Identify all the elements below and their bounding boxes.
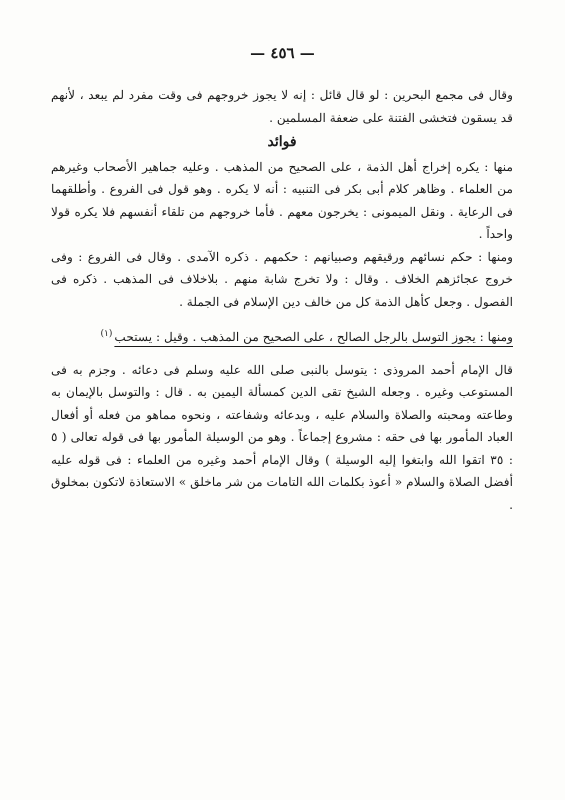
paragraph-imam-ahmad: قال الإمام أحمد المروذى : يتوسل بالنبى صلى الله عليه وسلم فى دعائه . وجزم به فى المستوعب وغيره . وجعله الشيخ تقى الدين كمسألة اليمين به . قال : والتوسل بالإيمان به وطاعته ومحبته والصلاة والسلام عليه ، وبدعائه وشفاعته ، ونحوه مماهو من فعله أو أفعال العباد المأمور بها فى حقه : مشروع إجماعاً . وهو من الوسيلة المأمور بها فى قوله تعالى ( ٥ : ٣٥ اتقوا الله وابتغوا إليه الوسيلة ) وقال الإمام أحمد وغيره من العلماء : فى قوله عليه أفضل الصلاة والسلام « أعوذ بكلمات الله التامات من شر ماخلق » الاستعاذة لاتكون بمخلوق . [51,362,514,512]
paragraph-nisa-raqiq: ومنها : حكم نسائهم ورقيقهم وصبيانهم : حكمهم . ذكره الآمدى . وقال فى الفروع : وفى خروج عجائزهم الخلاف . وقال : ولا تخرج شابة منهم . بلاخلاف فى المذهب . ذكره فى الفصول . وجعل كأهل الذمة كل من خالف دين الإسلام فى الجملة . [51,249,513,309]
page-body [51,84,513,516]
paragraph-tawassul [51,323,513,349]
paragraph-gap [51,313,513,323]
paragraph-gap [51,349,513,359]
footnote-reference: (١) [100,329,113,339]
section-heading: فوائد [267,134,297,150]
paragraph-majma-albahrain: وقال فى مجمع البحرين : لو قال قائل : إنه لا يجوز خروجهم فى وقت مفرد لم يبعد ، لأنهم قد يسقون فتخشى الفتنة على ضعفة المسلمين . [51,88,513,125]
paragraph-ahl-aldhimma: منها : يكره إخراج أهل الذمة ، على الصحيح من المذهب . وعليه جماهير الأصحاب وغيرهم من العلماء . وظاهر كلام أبى بكر فى التنبيه : أنه لا يكره . وهو قول فى الفروع . وأطلقهما فى الرعاية . ونقل الميمونى : يخرجون معهم . فأما خروجهم من تلقاء أنفسهم فلا يكره قولا واحداً . [51,159,513,241]
page-number: — ٤٥٦ — [250,44,315,62]
underlined-tawassul-text: ومنها : يجوز التوسل بالرجل الصالح ، على الصحيح من المذهب . وقيل : يستحب [114,330,513,345]
